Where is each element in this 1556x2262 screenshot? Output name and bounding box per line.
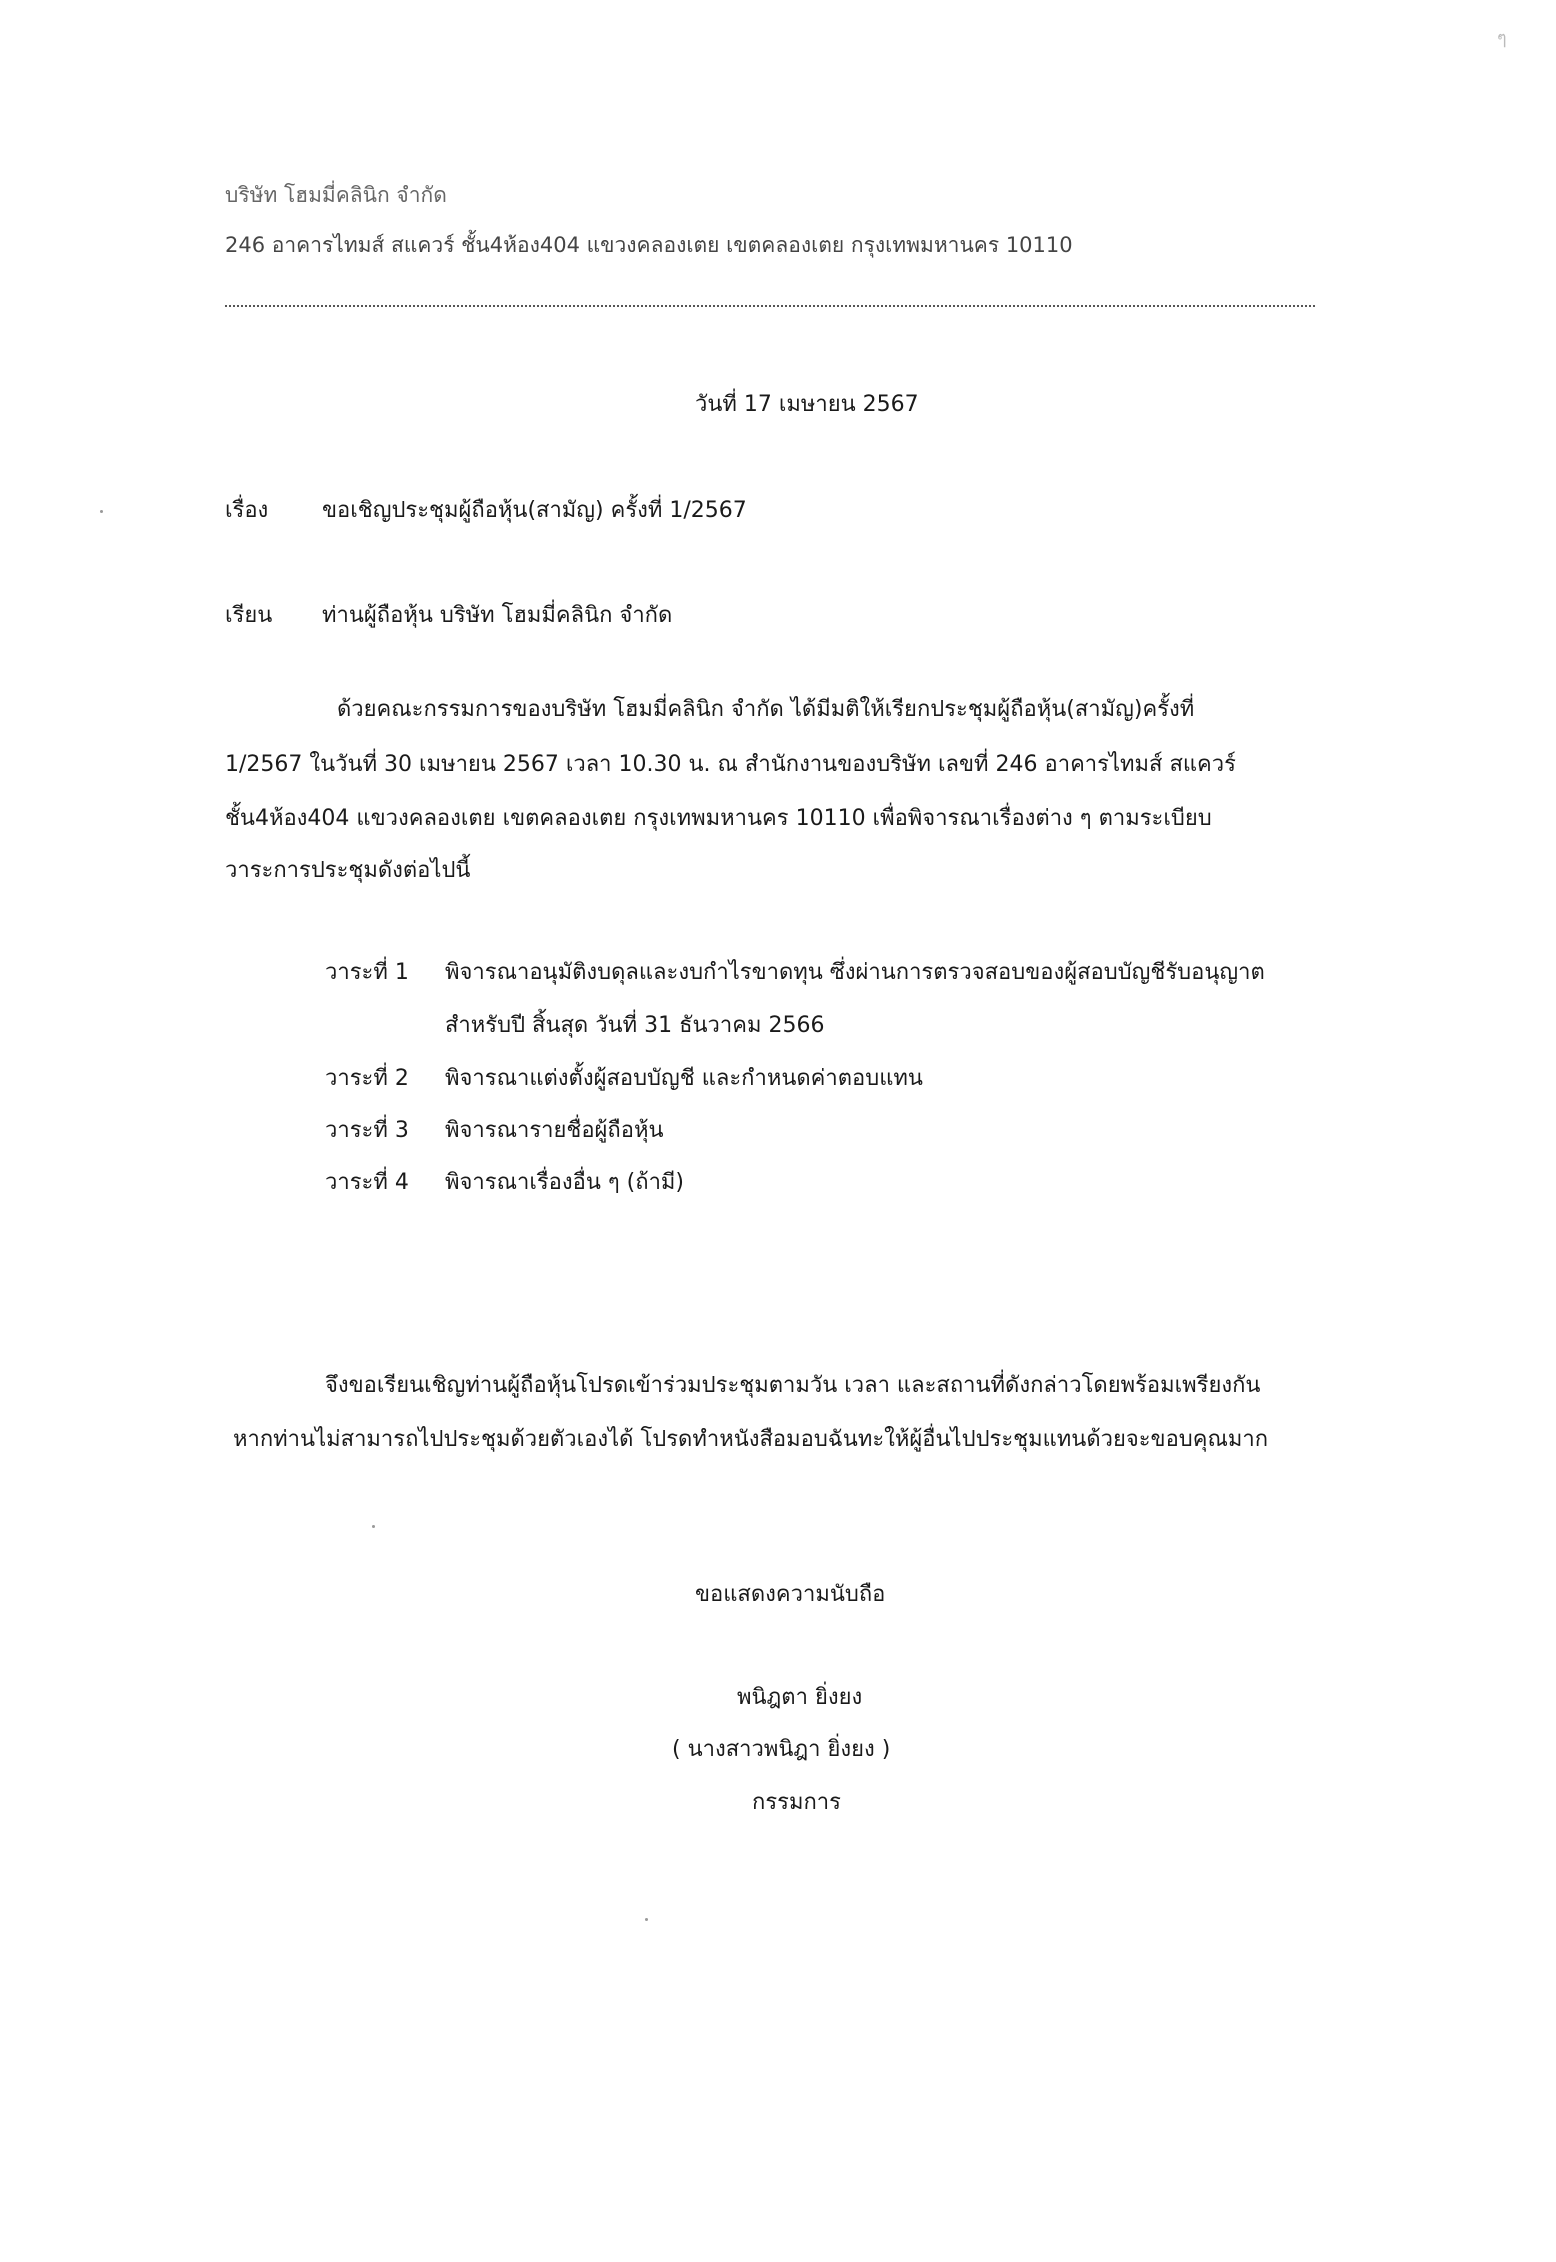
- agenda-1-continuation: สำหรับปี สิ้นสุด วันที่ 31 ธันวาคม 2566: [445, 1013, 825, 1038]
- agenda-1-text: พิจารณาอนุมัติงบดุลและงบกำไรขาดทุน ซึ่งผ่านการตรวจสอบของผู้สอบบัญชีรับอนุญาต: [445, 960, 1265, 985]
- invitation-line-2: หากท่านไม่สามารถไปประชุมด้วยตัวเองได้ โปรดทำหนังสือมอบฉันทะให้ผู้อื่นไปประชุมแทนด้วยจะขอบคุณมาก: [233, 1427, 1269, 1452]
- agenda-4-text: พิจารณาเรื่องอื่น ๆ (ถ้ามี): [445, 1170, 685, 1195]
- subject-label: เรื่อง: [225, 498, 269, 523]
- recipient-label: เรียน: [225, 603, 273, 628]
- recipient-text: ท่านผู้ถือหุ้น บริษัท โฮมมี่คลินิก จำกัด: [322, 603, 673, 628]
- agenda-3-text: พิจารณารายชื่อผู้ถือหุ้น: [445, 1118, 664, 1143]
- letter-date: วันที่ 17 เมษายน 2567: [695, 392, 919, 417]
- invitation-line-1: จึงขอเรียนเชิญท่านผู้ถือหุ้นโปรดเข้าร่วมประชุมตามวัน เวลา และสถานที่ดังกล่าวโดยพร้อมเพรียงกัน: [325, 1373, 1261, 1398]
- company-name: บริษัท โฮมมี่คลินิก จำกัด: [225, 183, 447, 207]
- agenda-2-number: วาระที่ 2: [325, 1066, 409, 1091]
- signer-name: ( นางสาวพนิฎา ยิ่งยง ): [672, 1737, 891, 1762]
- agenda-3-number: วาระที่ 3: [325, 1118, 409, 1143]
- company-address: 246 อาคารไทมส์ สแควร์ ชั้น4ห้อง404 แขวงคลองเตย เขตคลองเตย กรุงเทพมหานคร 10110: [225, 233, 1073, 257]
- signature: พนิฎตา ยิ่งยง: [737, 1685, 863, 1710]
- intro-line-3: ชั้น4ห้อง404 แขวงคลองเตย เขตคลองเตย กรุงเทพมหานคร 10110 เพื่อพิจารณาเรื่องต่าง ๆ ตามระเบียบ: [225, 806, 1212, 831]
- scan-speck: [372, 1525, 375, 1528]
- scan-speck: [100, 510, 103, 513]
- agenda-2-text: พิจารณาแต่งตั้งผู้สอบบัญชี และกำหนดค่าตอบแทน: [445, 1066, 923, 1091]
- scan-speck: [645, 1918, 648, 1921]
- page-mark: ๆ: [1497, 28, 1507, 49]
- intro-line-2: 1/2567 ในวันที่ 30 เมษายน 2567 เวลา 10.30 น. ณ สำนักงานของบริษัท เลขที่ 246 อาคารไทมส์ สแควร์: [225, 752, 1236, 777]
- agenda-4-number: วาระที่ 4: [325, 1170, 409, 1195]
- subject-text: ขอเชิญประชุมผู้ถือหุ้น(สามัญ) ครั้งที่ 1/2567: [322, 498, 747, 523]
- closing-phrase: ขอแสดงความนับถือ: [695, 1582, 886, 1607]
- intro-line-4: วาระการประชุมดังต่อไปนี้: [225, 858, 471, 883]
- letterhead-divider: [225, 305, 1315, 307]
- signer-title: กรรมการ: [752, 1790, 841, 1815]
- intro-line-1: ด้วยคณะกรรมการของบริษัท โฮมมี่คลินิก จำกัด ได้มีมติให้เรียกประชุมผู้ถือหุ้น(สามัญ)ครั้งที่: [337, 697, 1195, 722]
- agenda-1-number: วาระที่ 1: [325, 960, 409, 985]
